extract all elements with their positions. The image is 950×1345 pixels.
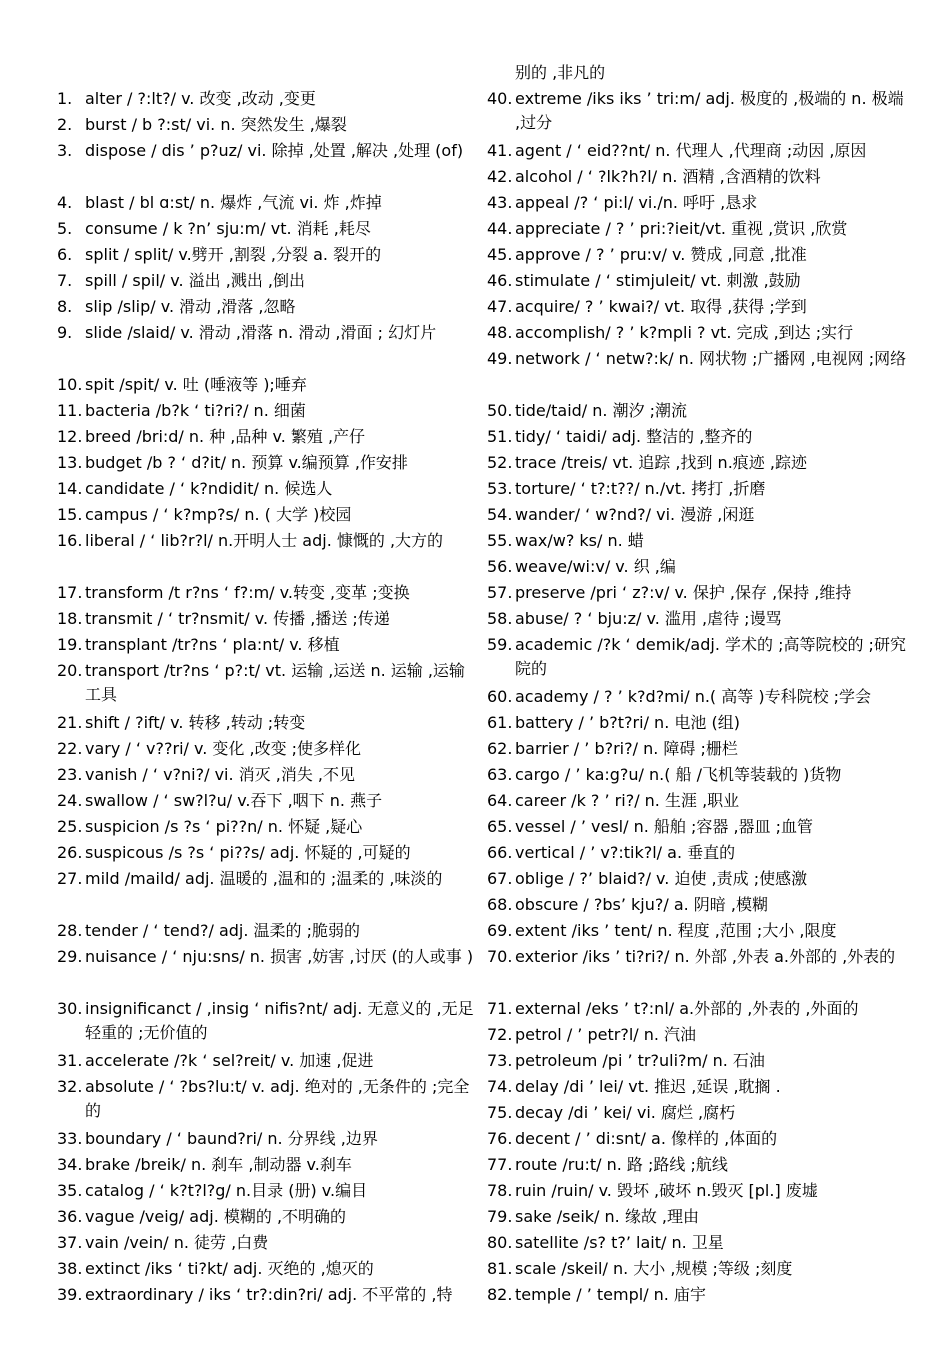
entry-text: stimulate / ‘ stimjuleit/ vt. 刺激 ,鼓励 xyxy=(515,271,801,290)
entry-text: slip /slip/ v. 滑动 ,滑落 ,忽略 xyxy=(85,297,296,316)
entry-number: 49. xyxy=(487,349,513,368)
entry-number: 45. xyxy=(487,245,513,264)
entry-number: 74. xyxy=(487,1077,513,1096)
entry-text: swallow / ‘ sw?l?u/ v.吞下 ,咽下 n. 燕子 xyxy=(85,791,383,810)
entry-text: spit /spit/ v. 吐 (唾液等 );唾弃 xyxy=(85,375,307,394)
entry-number: 21. xyxy=(57,713,83,732)
entry-number: 16. xyxy=(57,531,83,550)
vocab-entry xyxy=(487,1023,907,1049)
entry-number: 17. xyxy=(57,583,83,602)
entry-number: 50. xyxy=(487,401,513,420)
entry-number: 15. xyxy=(57,505,83,524)
entry-text: vary / ‘ v??ri/ v. 变化 ,改变 ;使多样化 xyxy=(85,739,362,758)
vocab-entry xyxy=(57,425,477,451)
entry-number: 43. xyxy=(487,193,513,212)
vocab-entry xyxy=(57,113,477,139)
entry-text: career /k ? ’ ri?/ n. 生涯 ,职业 xyxy=(515,791,740,810)
vocab-entry xyxy=(57,451,477,477)
entry-number: 22. xyxy=(57,739,83,758)
vocab-entry xyxy=(487,815,907,841)
entry-number: 39. xyxy=(57,1285,83,1304)
vocab-entry xyxy=(57,1075,477,1127)
entry-text: accomplish/ ? ’ k?mpli ? vt. 完成 ,到达 ;实行 xyxy=(515,323,854,342)
entry-number: 78. xyxy=(487,1181,513,1200)
entry-text: vertical / ’ v?:tik?l/ a. 垂直的 xyxy=(515,843,736,862)
entry-number: 29. xyxy=(57,947,83,966)
entry-number: 47. xyxy=(487,297,513,316)
entry-text: petrol / ’ petr?l/ n. 汽油 xyxy=(515,1025,697,1044)
vocab-entry xyxy=(487,685,907,711)
entry-number: 8. xyxy=(57,297,73,316)
vocab-entry xyxy=(57,945,477,997)
entry-number: 63. xyxy=(487,765,513,784)
vocab-entry xyxy=(57,373,477,399)
entry-number: 34. xyxy=(57,1155,83,1174)
vocab-entry xyxy=(487,295,907,321)
vocab-entry xyxy=(57,1231,477,1257)
vocab-entry xyxy=(57,841,477,867)
entry-number: 71. xyxy=(487,999,513,1018)
entry-text: boundary / ‘ baund?ri/ n. 分界线 ,边界 xyxy=(85,1129,378,1148)
entry-text: liberal / ‘ lib?r?l/ n.开明人士 adj. 慷慨的 ,大方的 xyxy=(85,531,444,550)
entry-number: 82. xyxy=(487,1285,513,1304)
vocab-entry xyxy=(487,139,907,165)
vocab-entry xyxy=(57,633,477,659)
vocab-entry xyxy=(487,997,907,1023)
vocab-entry xyxy=(487,711,907,737)
entry-text: campus / ‘ k?mp?s/ n. ( 大学 )校园 xyxy=(85,505,352,524)
entry-text: vain /vein/ n. 徒劳 ,白费 xyxy=(85,1233,269,1252)
vocab-entry xyxy=(57,191,477,217)
entry-text: appeal /? ‘ pi:l/ vi./n. 呼吁 ,恳求 xyxy=(515,193,758,212)
entry-text: candidate / ‘ k?ndidit/ n. 候选人 xyxy=(85,479,333,498)
entry-text: spill / spil/ v. 溢出 ,溅出 ,倒出 xyxy=(85,271,305,290)
entry-text: dispose / dis ’ p?uz/ vi. 除掉 ,处置 ,解决 ,处理 (of) xyxy=(85,141,464,160)
vocab-entry xyxy=(487,1101,907,1127)
entry-number: 62. xyxy=(487,739,513,758)
entry-text: wax/w? ks/ n. 蜡 xyxy=(515,531,644,550)
vocab-entry xyxy=(487,347,907,399)
entry-text: alcohol / ‘ ?lk?h?l/ n. 酒精 ,含酒精的饮料 xyxy=(515,167,821,186)
entry-text: abuse/ ? ‘ bju:z/ v. 滥用 ,虐待 ;谩骂 xyxy=(515,609,782,628)
vocab-entry xyxy=(57,87,477,113)
vocab-entry xyxy=(57,763,477,789)
vocab-entry xyxy=(487,1205,907,1231)
entry-text: breed /bri:d/ n. 种 ,品种 v. 繁殖 ,产仔 xyxy=(85,427,366,446)
entry-text: external /eks ’ t?:nl/ a.外部的 ,外表的 ,外面的 xyxy=(515,999,859,1018)
entry-number: 3. xyxy=(57,141,73,160)
vocab-entry xyxy=(57,1153,477,1179)
entry-text: oblige / ?’ blaid?/ v. 迫使 ,责成 ;使感激 xyxy=(515,869,808,888)
entry-number: 31. xyxy=(57,1051,83,1070)
vocab-entry xyxy=(487,1283,907,1309)
vocab-entry xyxy=(57,607,477,633)
entry-text: route /ru:t/ n. 路 ;路线 ;航线 xyxy=(515,1155,728,1174)
entry-number: 10. xyxy=(57,375,83,394)
entry-number: 37. xyxy=(57,1233,83,1252)
entry-number: 72. xyxy=(487,1025,513,1044)
entry-text: scale /skeil/ n. 大小 ,规模 ;等级 ;刻度 xyxy=(515,1259,793,1278)
entry-number: 52. xyxy=(487,453,513,472)
entry-number: 77. xyxy=(487,1155,513,1174)
entry-number: 75. xyxy=(487,1103,513,1122)
vocab-entry xyxy=(487,217,907,243)
entry-text: academy / ? ’ k?d?mi/ n.( 高等 )专科院校 ;学会 xyxy=(515,687,872,706)
entry-text: extent /iks ’ tent/ n. 程度 ,范围 ;大小 ,限度 xyxy=(515,921,837,940)
entry-text: burst / b ?:st/ vi. n. 突然发生 ,爆裂 xyxy=(85,115,347,134)
entry-text: transmit / ‘ tr?nsmit/ v. 传播 ,播送 ;传递 xyxy=(85,609,390,628)
entry-number: 12. xyxy=(57,427,83,446)
entry-number: 55. xyxy=(487,531,513,550)
entry-number: 65. xyxy=(487,817,513,836)
vocab-entry xyxy=(487,1127,907,1153)
vocab-entry xyxy=(57,243,477,269)
right-column xyxy=(487,87,907,1309)
vocab-entry xyxy=(57,919,477,945)
entry-number: 14. xyxy=(57,479,83,498)
entry-number: 19. xyxy=(57,635,83,654)
vocab-entry xyxy=(487,737,907,763)
entry-text: vanish / ‘ v?ni?/ vi. 消灭 ,消失 ,不见 xyxy=(85,765,356,784)
entry-number: 6. xyxy=(57,245,73,264)
entry-text: wander/ ‘ w?nd?/ vi. 漫游 ,闲逛 xyxy=(515,505,755,524)
entry-text: torture/ ‘ t?:t??/ n./vt. 拷打 ,折磨 xyxy=(515,479,766,498)
entry-text: acquire/ ? ’ kwai?/ vt. 取得 ,获得 ;学到 xyxy=(515,297,807,316)
entry-number: 76. xyxy=(487,1129,513,1148)
vocab-entry xyxy=(487,1075,907,1101)
entry-text: approve / ? ’ pru:v/ v. 赞成 ,同意 ,批准 xyxy=(515,245,807,264)
entry-number: 81. xyxy=(487,1259,513,1278)
vocab-entry xyxy=(487,191,907,217)
entry-text: budget /b ? ‘ d?it/ n. 预算 v.编预算 ,作安排 xyxy=(85,453,408,472)
vocab-entry xyxy=(57,997,477,1049)
continuation-line: 别的 ,非凡的 xyxy=(515,63,606,82)
entry-text: absolute / ‘ ?bs?lu:t/ v. adj. 绝对的 ,无条件的 ;完全的 xyxy=(85,1077,470,1120)
vocab-entry xyxy=(57,789,477,815)
vocab-entry xyxy=(57,321,477,373)
entry-number: 48. xyxy=(487,323,513,342)
vocab-entry xyxy=(487,633,907,685)
entry-number: 11. xyxy=(57,401,83,420)
entry-text: weave/wi:v/ v. 织 ,编 xyxy=(515,557,676,576)
entry-text: tide/taid/ n. 潮汐 ;潮流 xyxy=(515,401,688,420)
entry-text: exterior /iks ’ ti?ri?/ n. 外部 ,外表 a.外部的 ,外表的 xyxy=(515,947,896,966)
entry-text: tender / ‘ tend?/ adj. 温柔的 ;脆弱的 xyxy=(85,921,361,940)
entry-number: 5. xyxy=(57,219,73,238)
entry-text: decay /di ’ kei/ vi. 腐烂 ,腐朽 xyxy=(515,1103,736,1122)
vocab-entry xyxy=(57,1127,477,1153)
vocab-entry xyxy=(487,1153,907,1179)
vocab-entry xyxy=(57,295,477,321)
entry-text: suspicous /s ?s ‘ pi??s/ adj. 怀疑的 ,可疑的 xyxy=(85,843,411,862)
entry-number: 64. xyxy=(487,791,513,810)
vocab-entry xyxy=(487,945,907,997)
entry-text: suspicion /s ?s ‘ pi??n/ n. 怀疑 ,疑心 xyxy=(85,817,363,836)
entry-number: 73. xyxy=(487,1051,513,1070)
vocab-entry xyxy=(487,1049,907,1075)
vocab-entry xyxy=(57,711,477,737)
vocab-entry xyxy=(57,139,477,191)
entry-text: petroleum /pi ’ tr?uli?m/ n. 石油 xyxy=(515,1051,765,1070)
vocab-entry xyxy=(487,867,907,893)
entry-text: blast / bl ɑ:st/ n. 爆炸 ,气流 vi. 炸 ,炸掉 xyxy=(85,193,382,212)
entry-text: consume / k ?n’ sju:m/ vt. 消耗 ,耗尽 xyxy=(85,219,371,238)
vocab-entry xyxy=(487,529,907,555)
entry-text: vessel / ’ vesl/ n. 船舶 ;容器 ,器皿 ;血管 xyxy=(515,817,814,836)
entry-number: 69. xyxy=(487,921,513,940)
entry-number: 30. xyxy=(57,999,83,1018)
entry-text: shift / ?ift/ v. 转移 ,转动 ;转变 xyxy=(85,713,306,732)
entry-number: 35. xyxy=(57,1181,83,1200)
vocab-entry xyxy=(57,269,477,295)
entry-number: 24. xyxy=(57,791,83,810)
vocab-entry xyxy=(487,165,907,191)
entry-text: agent / ‘ eid??nt/ n. 代理人 ,代理商 ;动因 ,原因 xyxy=(515,141,867,160)
vocab-entry xyxy=(57,1179,477,1205)
vocab-entry xyxy=(57,217,477,243)
entry-text: catalog / ‘ k?t?l?g/ n.目录 (册) v.编目 xyxy=(85,1181,368,1200)
vocab-entry xyxy=(487,399,907,425)
entry-text: trace /treis/ vt. 追踪 ,找到 n.痕迹 ,踪迹 xyxy=(515,453,807,472)
entry-text: satellite /s? t?’ lait/ n. 卫星 xyxy=(515,1233,724,1252)
entry-number: 46. xyxy=(487,271,513,290)
vocab-entry xyxy=(57,815,477,841)
vocab-entry xyxy=(487,451,907,477)
entry-text: accelerate /?k ‘ sel?reit/ v. 加速 ,促进 xyxy=(85,1051,374,1070)
entry-number: 68. xyxy=(487,895,513,914)
vocab-entry xyxy=(57,1283,477,1309)
entry-text: tidy/ ‘ taidi/ adj. 整洁的 ,整齐的 xyxy=(515,427,753,446)
vocab-entry xyxy=(487,243,907,269)
vocab-entry xyxy=(487,893,907,919)
vocab-entry xyxy=(487,1179,907,1205)
entry-text: cargo / ’ ka:g?u/ n.( 船 /飞机等装载的 )货物 xyxy=(515,765,842,784)
entry-text: appreciate / ? ’ pri:?ieit/vt. 重视 ,赏识 ,欣赏 xyxy=(515,219,848,238)
vocab-entry xyxy=(57,581,477,607)
entry-text: transform /t r?ns ‘ f?:m/ v.转变 ,变革 ;变换 xyxy=(85,583,410,602)
entry-number: 44. xyxy=(487,219,513,238)
entry-text: decent / ’ di:snt/ a. 像样的 ,体面的 xyxy=(515,1129,778,1148)
entry-text: preserve /pri ‘ z?:v/ v. 保护 ,保存 ,保持 ,维持 xyxy=(515,583,852,602)
entry-number: 32. xyxy=(57,1077,83,1096)
entry-text: transplant /tr?ns ‘ pla:nt/ v. 移植 xyxy=(85,635,340,654)
entry-number: 59. xyxy=(487,635,513,654)
entry-number: 40. xyxy=(487,89,513,108)
left-column xyxy=(57,87,477,1309)
entry-number: 7. xyxy=(57,271,73,290)
entry-number: 38. xyxy=(57,1259,83,1278)
vocab-entry xyxy=(487,425,907,451)
entry-number: 18. xyxy=(57,609,83,628)
entry-text: network / ‘ netw?:k/ n. 网状物 ;广播网 ,电视网 ;网络 xyxy=(515,349,907,368)
entry-number: 54. xyxy=(487,505,513,524)
vocab-entry xyxy=(57,1205,477,1231)
entry-text: delay /di ’ lei/ vt. 推迟 ,延误 ,耽搁 . xyxy=(515,1077,781,1096)
entry-text: ruin /ruin/ v. 毁坏 ,破坏 n.毁灭 [pl.] 废墟 xyxy=(515,1181,818,1200)
vocab-entry xyxy=(487,763,907,789)
entry-number: 9. xyxy=(57,323,73,342)
entry-number: 56. xyxy=(487,557,513,576)
vocab-entry xyxy=(487,1231,907,1257)
entry-text: temple / ’ templ/ n. 庙宇 xyxy=(515,1285,706,1304)
vocab-entry xyxy=(487,607,907,633)
entry-text: nuisance / ‘ nju:sns/ n. 损害 ,妨害 ,讨厌 (的人或事 ) xyxy=(85,947,474,966)
entry-number: 20. xyxy=(57,661,83,680)
vocab-entry xyxy=(487,503,907,529)
entry-number: 41. xyxy=(487,141,513,160)
vocab-entry xyxy=(487,841,907,867)
vocab-entry xyxy=(487,581,907,607)
entry-text: extreme /iks iks ’ tri:m/ adj. 极度的 ,极端的 n. 极端 ,过分 xyxy=(515,89,904,132)
entry-number: 42. xyxy=(487,167,513,186)
entry-text: brake /breik/ n. 刹车 ,制动器 v.刹车 xyxy=(85,1155,352,1174)
vocab-entry xyxy=(487,1257,907,1283)
entry-text: sake /seik/ n. 缘故 ,理由 xyxy=(515,1207,700,1226)
entry-number: 4. xyxy=(57,193,73,212)
vocab-entry xyxy=(57,477,477,503)
entry-text: mild /maild/ adj. 温暖的 ,温和的 ;温柔的 ,味淡的 xyxy=(85,869,443,888)
vocab-entry xyxy=(57,529,477,581)
entry-number: 33. xyxy=(57,1129,83,1148)
entry-number: 57. xyxy=(487,583,513,602)
vocab-entry xyxy=(487,269,907,295)
entry-number: 25. xyxy=(57,817,83,836)
entry-number: 79. xyxy=(487,1207,513,1226)
entry-text: extinct /iks ‘ ti?kt/ adj. 灭绝的 ,熄灭的 xyxy=(85,1259,374,1278)
entry-number: 28. xyxy=(57,921,83,940)
entry-number: 27. xyxy=(57,869,83,888)
entry-text: battery / ’ b?t?ri/ n. 电池 (组) xyxy=(515,713,740,732)
vocab-entry xyxy=(487,555,907,581)
vocab-entry xyxy=(487,87,907,139)
entry-number: 1. xyxy=(57,89,73,108)
vocab-entry xyxy=(487,789,907,815)
entry-text: barrier / ’ b?ri?/ n. 障碍 ;栅栏 xyxy=(515,739,738,758)
vocab-entry xyxy=(487,321,907,347)
entry-number: 51. xyxy=(487,427,513,446)
vocab-entry xyxy=(487,477,907,503)
entry-text: extraordinary / iks ‘ tr?:din?ri/ adj. 不平常的 ,特 xyxy=(85,1285,453,1304)
entry-number: 61. xyxy=(487,713,513,732)
entry-text: alter / ?:lt?/ v. 改变 ,改动 ,变更 xyxy=(85,89,316,108)
entry-text: split / split/ v.劈开 ,割裂 ,分裂 a. 裂开的 xyxy=(85,245,382,264)
vocab-entry xyxy=(57,659,477,711)
vocab-entry xyxy=(487,919,907,945)
vocab-entry xyxy=(57,1049,477,1075)
entry-number: 66. xyxy=(487,843,513,862)
entry-number: 23. xyxy=(57,765,83,784)
entry-number: 13. xyxy=(57,453,83,472)
vocab-entry xyxy=(57,503,477,529)
entry-number: 80. xyxy=(487,1233,513,1252)
entry-text: bacteria /b?k ‘ ti?ri?/ n. 细菌 xyxy=(85,401,306,420)
vocab-entry xyxy=(57,399,477,425)
entry-number: 53. xyxy=(487,479,513,498)
entry-number: 36. xyxy=(57,1207,83,1226)
entry-text: vague /veig/ adj. 模糊的 ,不明确的 xyxy=(85,1207,347,1226)
entry-text: slide /slaid/ v. 滑动 ,滑落 n. 滑动 ,滑面 ; 幻灯片 xyxy=(85,323,437,342)
entry-text: academic /?k ‘ demik/adj. 学术的 ;高等院校的 ;研究院的 xyxy=(515,635,906,678)
entry-number: 70. xyxy=(487,947,513,966)
entry-number: 67. xyxy=(487,869,513,888)
entry-text: transport /tr?ns ‘ p?:t/ vt. 运输 ,运送 n. 运输 ,运输工具 xyxy=(85,661,465,704)
entry-number: 2. xyxy=(57,115,73,134)
vocab-entry xyxy=(57,737,477,763)
vocab-entry xyxy=(57,867,477,919)
entry-number: 60. xyxy=(487,687,513,706)
entry-text: insignificanct / ,insig ‘ nifis?nt/ adj. 无意义的 ,无足轻重的 ;无价值的 xyxy=(85,999,474,1042)
vocab-entry xyxy=(57,1257,477,1283)
entry-text: obscure / ?bs’ kju?/ a. 阴暗 ,模糊 xyxy=(515,895,768,914)
entry-number: 58. xyxy=(487,609,513,628)
entry-number: 26. xyxy=(57,843,83,862)
